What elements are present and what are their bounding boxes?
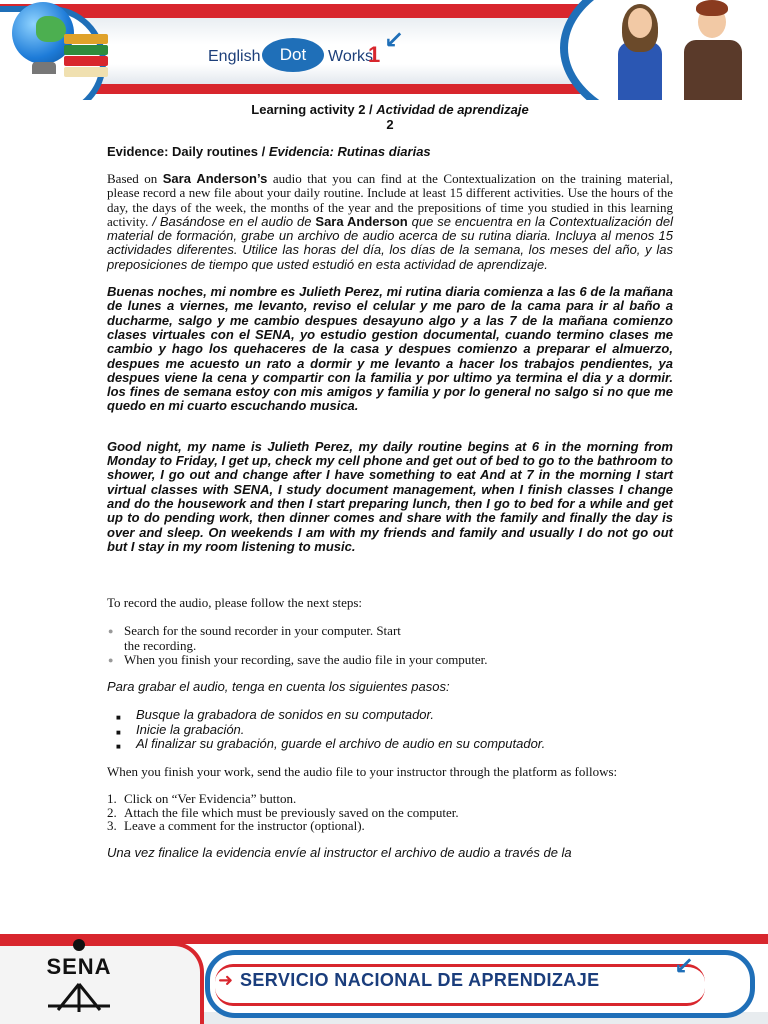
list-item: ● When you finish your recording, save the audio file in your computer. [108, 652, 488, 668]
intro-spanish-prefix: / Basándose en el audio de [148, 213, 316, 229]
list-item-text: Search for the sound recorder in your computer. Start [124, 623, 401, 639]
steps-list-spanish [107, 708, 673, 752]
header-banner [0, 0, 768, 100]
sena-logo-text: SENA [46, 954, 112, 979]
answer-spanish: Buenas noches, mi nombre es Julieth Perez, mi rutina diaria comienza a las 6 de la mañana de lunes a viernes, me levanto, reviso el celular y me paro de la cama para ir al baño a ducharme, salgo y me cambio despues desayuno algo y a las 7 de la mañana comienzo clases virtuales con el SENA, yo estudio gestion documental, cuando termino clases me cambio y hago los quehaceres de la casa y despues comienzo a preparar el almuerzo, despues me acuesto un rato a dormir y me levanto a hacer los trabajos pendientes, ya despues viene la cena y compartir con la familia y por ultimo ya termina el dia y a dormir. los fines de semana estoy con mis amigos y familia y por lo general no salgo si no que me quedo en mi cuarto escuchando musica. [107, 284, 673, 414]
send-instructions: When you finish your work, send the audio file to your instructor through the platform as follows: [107, 763, 618, 779]
steps-intro-spanish: Para grabar el audio, tenga en cuenta los siguientes pasos: [107, 678, 450, 694]
list-number: 2. [107, 804, 117, 820]
list-item-text: Busque la grabadora de sonidos en su computador. [136, 707, 434, 723]
intro-prefix: Based on [107, 171, 163, 186]
intro-spanish: que se encuentra en la Contextualización del material de formación, grabe un archivo de audio acerca de su rutina diaria. Incluya al menos 15 actividades diferentes. Utilice las horas del día, los días de la semana, los meses del año, y las preposiciones de tiempo que usted estudió en esta actividad de aprendizaje. [107, 213, 673, 272]
sena-logo [26, 936, 132, 1016]
steps-intro-english: To record the audio, please follow the next steps: [107, 595, 363, 611]
steps-list-english [107, 624, 673, 668]
books-icon [64, 34, 108, 76]
list-item-text: Click on “Ver Evidencia” button. [124, 791, 297, 807]
instructions-paragraph [107, 172, 673, 272]
list-item: ● Search for the sound recorder in your computer. Start [108, 623, 401, 639]
page-title [107, 102, 673, 132]
intro-english: audio that you can find at the Contextualization on the training material, please record a new file about your daily routine. Include at least 15 different activities. Use the hours of the day, the days of the week, the months of the year and the prepositions of time you studied in this learning activity. [107, 171, 673, 229]
send-steps-list [107, 792, 673, 833]
list-item-text: the recording. [124, 637, 197, 653]
answer-english: Good night, my name is Julieth Perez, my daily routine begins at 6 in the morning from Monday to Friday, I get up, check my cell phone and get out of bed to go to the bathroom to shower, I go out and change after I have something to eat And at 7 in the morning I start virtual classes with SENA, I study document management, when I finish classes I change and do the housework and then I start preparing lunch, then I go to bed for a while and get up to do pending work, then dinner comes and share with the family and finally the day is over and sleep. On weekends I am with my friends and family and usually I do not go out but I stay in my room listening to music. [107, 438, 673, 554]
list-item: ■ Busque la grabadora de sonidos en su computador. [116, 707, 434, 723]
logo-works: Works [328, 48, 374, 65]
list-item-text: Inicie la grabación. [136, 721, 245, 737]
english-dot-works-logo [206, 34, 406, 74]
evidence-italic-text: Evidencia: Rutinas diarias [268, 144, 431, 159]
list-number: 1. [107, 791, 117, 807]
document-body [107, 100, 673, 860]
list-item [107, 806, 673, 820]
closing-spanish: Una vez finalice la evidencia envíe al instructor el archivo de audio a través de la [107, 844, 572, 860]
globe-stand [32, 62, 56, 74]
arrow-icon: ↙ [674, 952, 695, 980]
list-item [107, 819, 673, 833]
list-item: ■ Inicie la grabación. [116, 721, 245, 737]
logo-number: 1 [368, 42, 381, 67]
list-item-text: Leave a comment for the instructor (optional). [124, 818, 365, 834]
students-illustration [610, 0, 760, 100]
arrow-right-icon: ➜ [218, 970, 234, 991]
footer-title: SERVICIO NACIONAL DE APRENDIZAJE [240, 970, 600, 990]
list-item-text: Attach the file which must be previously saved on the computer. [124, 804, 459, 820]
list-item-text: When you finish your recording, save the audio file in your computer. [124, 652, 488, 668]
list-item-text: Al finalizar su grabación, guarde el archivo de audio en su computador. [136, 736, 546, 752]
list-item: ■ Al finalizar su grabación, guarde el archivo de audio en su computador. [116, 736, 546, 752]
logo-english: English [208, 48, 261, 65]
list-item [107, 639, 673, 654]
evidence-heading [107, 144, 673, 160]
logo-dot: Dot [262, 38, 324, 72]
intro-spanish-name: Sara Anderson [315, 213, 408, 229]
intro-name: Sara Anderson’s [162, 171, 268, 186]
list-number: 3. [107, 818, 117, 834]
arrow-icon: ↙ [384, 26, 405, 54]
footer-banner [0, 930, 768, 1024]
evidence-text: Evidence: Daily routines / [107, 144, 269, 159]
title-number: 2 [386, 117, 394, 132]
title-text: Learning activity 2 / [251, 102, 377, 117]
title-italic-text: Actividad de aprendizaje [376, 102, 529, 117]
list-item [107, 792, 673, 806]
